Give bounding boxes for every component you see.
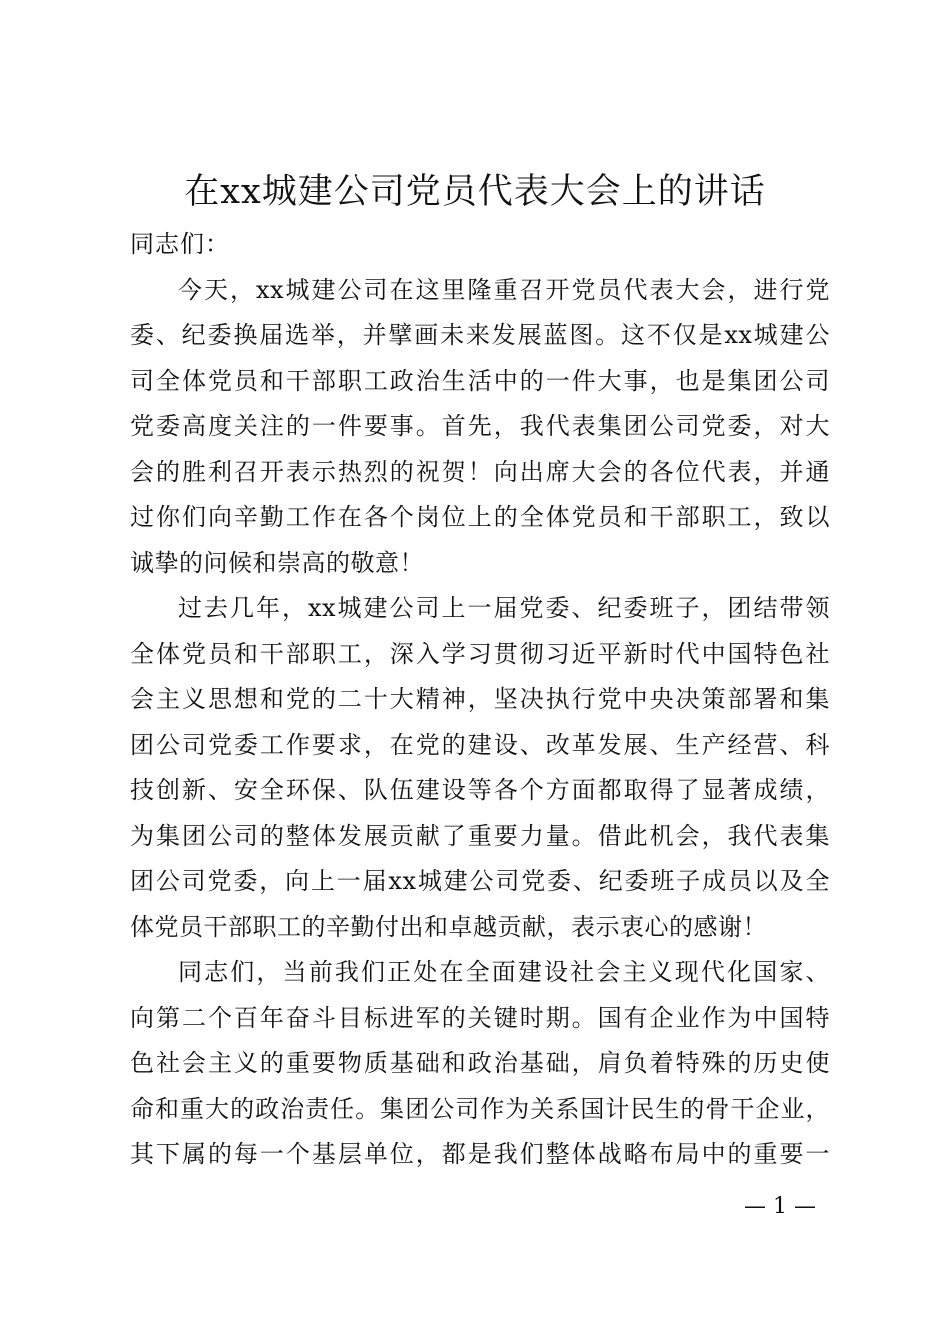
paragraph-line: 会的胜利召开表示热烈的祝贺！向出席大会的各位代表，并通 (130, 457, 830, 486)
paragraph-line: 体党员干部职工的辛勤付出和卓越贡献，表示衷心的感谢！ (130, 912, 767, 941)
paragraph-line: 委、纪委换届选举，并擘画未来发展蓝图。这不仅是xx城建公 (130, 321, 830, 349)
paragraph-line: 全体党员和干部职工，深入学习贯彻习近平新时代中国特色社 (130, 639, 830, 668)
page-number: — 1 — (744, 1194, 816, 1219)
paragraph-line: 过去几年，xx城建公司上一届党委、纪委班子，团结带领 (178, 594, 830, 622)
paragraph-line: 同志们，当前我们正处在全面建设社会主义现代化国家、 (178, 958, 830, 986)
document-title: 在xx城建公司党员代表大会上的讲话 (184, 172, 766, 212)
paragraph-line: 诚挚的问候和崇高的敬意！ (130, 548, 424, 577)
paragraph-line: 向第二个百年奋斗目标进军的关键时期。国有企业作为中国特 (130, 1003, 830, 1032)
paragraph-1 (130, 268, 830, 587)
paragraph-line: 党委高度关注的一件要事。首先，我代表集团公司党委，对大 (130, 412, 830, 440)
paragraph-line: 团公司党委，向上一届xx城建公司党委、纪委班子成员以及全 (130, 867, 830, 895)
paragraph-3 (130, 950, 830, 1178)
paragraph-line: 为集团公司的整体发展贡献了重要力量。借此机会，我代表集 (130, 821, 830, 850)
paragraph-2 (130, 586, 830, 950)
salutation: 同志们： (130, 230, 230, 258)
paragraph-line: 色社会主义的重要物质基础和政治基础，肩负着特殊的历史使 (130, 1049, 830, 1077)
paragraph-line: 会主义思想和党的二十大精神，坚决执行党中央决策部署和集 (130, 685, 830, 713)
document-body (130, 222, 830, 1178)
paragraph-line: 其下属的每一个基层单位，都是我们整体战略布局中的重要一 (130, 1140, 830, 1168)
paragraph-line: 技创新、安全环保、队伍建设等各个方面都取得了显著成绩， (130, 776, 830, 804)
paragraph-line: 司全体党员和干部职工政治生活中的一件大事，也是集团公司 (130, 366, 830, 395)
paragraph-line: 今天，xx城建公司在这里隆重召开党员代表大会，进行党 (178, 275, 830, 304)
paragraph-line: 团公司党委工作要求，在党的建设、改革发展、生产经营、科 (130, 730, 830, 759)
paragraph-line: 命和重大的政治责任。集团公司作为关系国计民生的骨干企业， (130, 1094, 830, 1123)
paragraph-line: 过你们向辛勤工作在各个岗位上的全体党员和干部职工，致以 (130, 503, 830, 531)
